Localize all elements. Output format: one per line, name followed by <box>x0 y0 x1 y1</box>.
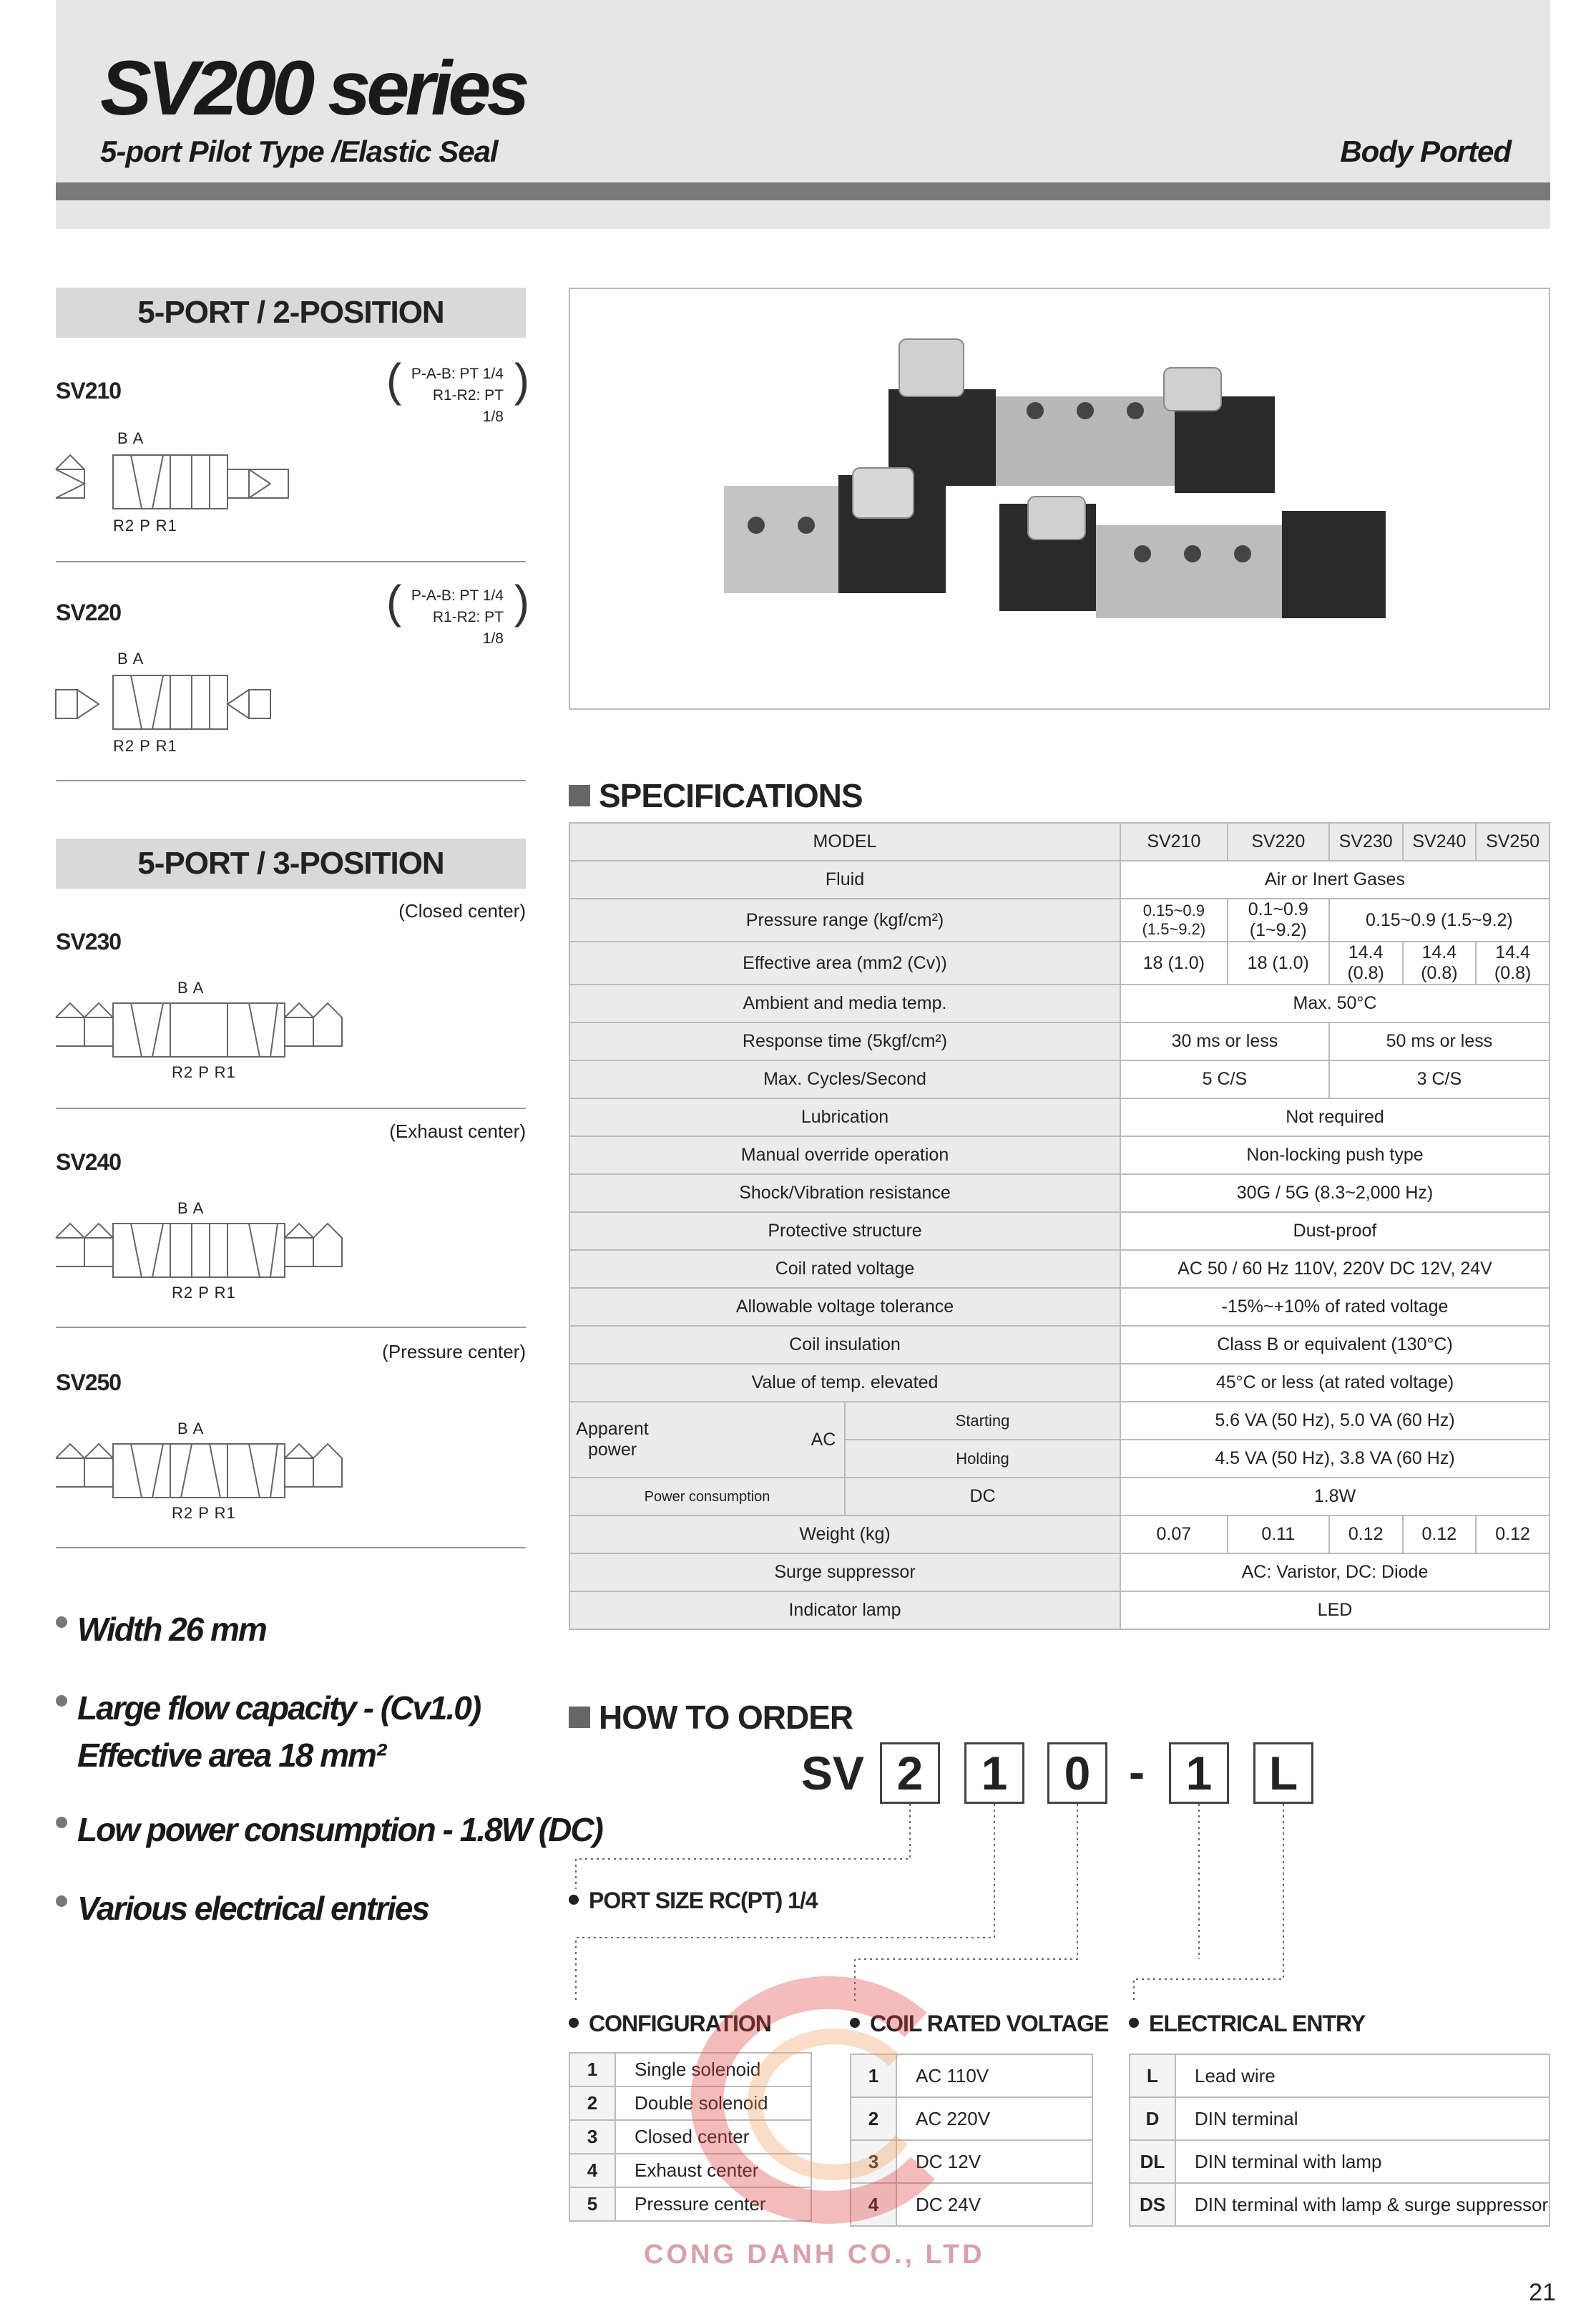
option-value: Pressure center <box>615 2187 811 2221</box>
table-cell: 5 C/S <box>1120 1060 1329 1098</box>
table-cell: 5.6 VA (50 Hz), 5.0 VA (60 Hz) <box>1120 1402 1550 1440</box>
table-cell: 14.4 (0.8) <box>1403 942 1477 985</box>
table-cell: Ambient and media temp. <box>569 985 1120 1022</box>
exhaust-port-label: R2 P R1 <box>172 1284 236 1302</box>
port-size-note-sv220 <box>386 576 529 647</box>
table-row <box>569 823 1550 861</box>
option-value: AC 220V <box>896 2097 1092 2140</box>
table-cell: 30G / 5G (8.3~2,000 Hz) <box>1120 1174 1550 1212</box>
table-header-cell: SV220 <box>1228 823 1329 861</box>
table-row <box>569 985 1550 1022</box>
watermark-text: CONG DANH CO., LTD <box>644 2240 985 2270</box>
order-code-prefix: SV <box>801 1747 865 1800</box>
table-row <box>569 1250 1550 1288</box>
option-key: DL <box>1130 2140 1175 2183</box>
option-key: 1 <box>569 2053 615 2086</box>
sv250-valve-symbol <box>56 1444 356 1501</box>
table-row <box>1130 2054 1550 2097</box>
table-cell: Class B or equivalent (130°C) <box>1120 1326 1550 1364</box>
port-size-note-sv210 <box>386 354 529 425</box>
option-value: DIN terminal with lamp & surge suppressor <box>1175 2183 1550 2226</box>
table-row <box>569 1174 1550 1212</box>
feature-width: Width 26 mm <box>56 1610 266 1649</box>
model-sv250-label: SV250 <box>56 1370 122 1395</box>
pressure-center-note: (Pressure center) <box>382 1341 526 1362</box>
table-cell: 18 (1.0) <box>1120 942 1228 985</box>
valve-product-illustration <box>570 289 1552 711</box>
model-sv210-label: SV210 <box>56 378 122 404</box>
electrical-entry-title: ELECTRICAL ENTRY <box>1129 2011 1365 2037</box>
table-row <box>569 1553 1550 1591</box>
table-cell: 0.07 <box>1120 1515 1228 1553</box>
paren-right: ) <box>514 576 529 628</box>
sv230-valve-symbol <box>56 1003 356 1060</box>
exhaust-center-note: (Exhaust center) <box>389 1121 526 1142</box>
port-line-1: P-A-B: PT 1/4 <box>411 587 504 604</box>
ba-port-label: B A <box>177 1420 205 1437</box>
option-key: 3 <box>851 2140 896 2183</box>
table-row <box>569 899 1550 942</box>
table-cell: LED <box>1120 1591 1550 1629</box>
table-cell: 0.15~0.9 (1.5~9.2) <box>1329 899 1550 942</box>
order-code-digit: 1 <box>964 1742 1024 1804</box>
option-key: 2 <box>569 2086 615 2120</box>
exhaust-port-label: R2 P R1 <box>172 1063 236 1081</box>
table-cell: Coil insulation <box>569 1326 1120 1364</box>
table-row <box>569 1136 1550 1174</box>
table-cell: Starting <box>845 1402 1120 1440</box>
feature-flow: Large flow capacity - (Cv1.0) Effective area 18 mm² <box>56 1689 480 1774</box>
table-cell: 14.4 (0.8) <box>1476 942 1550 985</box>
ba-port-label: B A <box>117 429 145 447</box>
table-cell: Holding <box>845 1440 1120 1478</box>
order-code-digit: 0 <box>1047 1742 1107 1804</box>
table-cell: 45°C or less (at rated voltage) <box>1120 1364 1550 1402</box>
table-cell: 0.1~0.9 (1~9.2) <box>1228 899 1329 942</box>
table-cell: 14.4 (0.8) <box>1329 942 1403 985</box>
ac-label: AC <box>811 1429 836 1450</box>
table-cell: AC 50 / 60 Hz 110V, 220V DC 12V, 24V <box>1120 1250 1550 1288</box>
paren-right: ) <box>514 354 529 406</box>
model-sv240-label: SV240 <box>56 1149 122 1175</box>
model-sv220-label: SV220 <box>56 600 122 625</box>
model-sv230-label: SV230 <box>56 929 122 955</box>
how-to-order-title: HOW TO ORDER <box>569 1698 853 1737</box>
table-cell: AC: Varistor, DC: Diode <box>1120 1553 1550 1591</box>
table-cell: Max. 50°C <box>1120 985 1550 1022</box>
table-cell: Surge suppressor <box>569 1553 1120 1591</box>
table-cell: Shock/Vibration resistance <box>569 1174 1120 1212</box>
option-value: DC 24V <box>896 2183 1092 2226</box>
table-cell: Air or Inert Gases <box>1120 861 1550 899</box>
exhaust-port-label: R2 P R1 <box>113 737 177 755</box>
port-line-2: R1-R2: PT 1/8 <box>432 609 504 647</box>
header-banner <box>56 0 1550 229</box>
table-cell: Manual override operation <box>569 1136 1120 1174</box>
sv240-valve-symbol <box>56 1224 356 1281</box>
table-cell: Coil rated voltage <box>569 1250 1120 1288</box>
option-value: Closed center <box>615 2120 811 2154</box>
table-row <box>569 942 1550 985</box>
paren-left: ( <box>386 576 402 628</box>
option-key: 1 <box>851 2054 896 2097</box>
table-cell: Non-locking push type <box>1120 1136 1550 1174</box>
table-cell <box>569 1402 845 1478</box>
body-ported-label: Body Ported <box>1340 135 1511 168</box>
table-row <box>1130 2097 1550 2140</box>
divider <box>56 1327 526 1328</box>
table-cell: 3 C/S <box>1329 1060 1550 1098</box>
specifications-table <box>569 822 1550 1630</box>
table-cell: Protective structure <box>569 1212 1120 1250</box>
header-rule <box>56 182 1550 200</box>
table-row <box>569 1022 1550 1060</box>
electrical-entry-table <box>1129 2054 1550 2227</box>
option-value: Lead wire <box>1175 2054 1550 2097</box>
divider <box>56 780 526 781</box>
coil-voltage-title: COIL RATED VOLTAGE <box>850 2011 1108 2037</box>
table-cell: DC <box>845 1478 1120 1515</box>
table-cell: 18 (1.0) <box>1228 942 1329 985</box>
option-value: DIN terminal <box>1175 2097 1550 2140</box>
ba-port-label: B A <box>177 1199 205 1217</box>
table-cell: Not required <box>1120 1098 1550 1136</box>
feature-electrical: Various electrical entries <box>56 1889 429 1928</box>
table-cell: Weight (kg) <box>569 1515 1120 1553</box>
order-code-dash: - <box>1129 1745 1145 1798</box>
table-row <box>569 1060 1550 1098</box>
table-cell: 0.12 <box>1329 1515 1403 1553</box>
table-cell: Power consumption <box>569 1478 845 1515</box>
exhaust-port-label: R2 P R1 <box>113 517 177 534</box>
table-cell: Lubrication <box>569 1098 1120 1136</box>
sv210-valve-symbol <box>56 455 299 512</box>
option-key: L <box>1130 2054 1175 2097</box>
specifications-title: SPECIFICATIONS <box>569 776 863 815</box>
table-row <box>569 1098 1550 1136</box>
port-size-label: PORT SIZE RC(PT) 1/4 <box>569 1888 818 1914</box>
option-value: Double solenoid <box>615 2086 811 2120</box>
table-cell: Indicator lamp <box>569 1591 1120 1629</box>
product-photo <box>569 288 1550 710</box>
table-cell: Value of temp. elevated <box>569 1364 1120 1402</box>
table-row <box>1130 2140 1550 2183</box>
table-header-cell: SV250 <box>1476 823 1550 861</box>
table-cell: 4.5 VA (50 Hz), 3.8 VA (60 Hz) <box>1120 1440 1550 1478</box>
table-cell: Max. Cycles/Second <box>569 1060 1120 1098</box>
table-row <box>569 1591 1550 1629</box>
table-cell: 0.11 <box>1228 1515 1329 1553</box>
feature-power: Low power consumption - 1.8W (DC) <box>56 1810 602 1849</box>
page-number: 21 <box>1529 2279 1556 2306</box>
apparent-power-label: Apparent power <box>576 1419 649 1460</box>
table-cell: 0.12 <box>1476 1515 1550 1553</box>
table-header-cell: MODEL <box>569 823 1120 861</box>
order-code-digit: 2 <box>880 1742 940 1804</box>
port-line-1: P-A-B: PT 1/4 <box>411 366 504 382</box>
option-key: 5 <box>569 2187 615 2221</box>
option-key: 2 <box>851 2097 896 2140</box>
table-row <box>569 1515 1550 1553</box>
table-cell: 50 ms or less <box>1329 1022 1550 1060</box>
table-row <box>1130 2183 1550 2226</box>
paren-left: ( <box>386 354 402 406</box>
divider <box>56 561 526 562</box>
table-row <box>569 1364 1550 1402</box>
option-key: 4 <box>851 2183 896 2226</box>
option-value: Exhaust center <box>615 2154 811 2187</box>
table-cell: Dust-proof <box>1120 1212 1550 1250</box>
table-row <box>569 1402 1550 1440</box>
order-code-digit: 1 <box>1169 1742 1229 1804</box>
port-line-2: R1-R2: PT 1/8 <box>432 387 504 425</box>
three-position-heading: 5-PORT / 3-POSITION <box>56 839 526 889</box>
divider <box>56 1547 526 1548</box>
table-cell: 30 ms or less <box>1120 1022 1329 1060</box>
table-cell: -15%~+10% of rated voltage <box>1120 1288 1550 1326</box>
table-row <box>569 861 1550 899</box>
table-cell: 0.15~0.9 (1.5~9.2) <box>1120 899 1228 942</box>
configuration-title: CONFIGURATION <box>569 2011 771 2037</box>
ba-port-label: B A <box>177 979 205 997</box>
divider <box>56 1108 526 1109</box>
watermark-logo-icon <box>687 1975 959 2218</box>
option-value: AC 110V <box>896 2054 1092 2097</box>
order-code-digit: L <box>1253 1742 1313 1804</box>
table-header-cell: SV230 <box>1329 823 1403 861</box>
table-header-cell: SV210 <box>1120 823 1228 861</box>
option-key: DS <box>1130 2183 1175 2226</box>
table-cell: Response time (5kgf/cm²) <box>569 1022 1120 1060</box>
option-key: 4 <box>569 2154 615 2187</box>
table-cell: 0.12 <box>1403 1515 1477 1553</box>
table-row <box>569 1288 1550 1326</box>
table-row <box>569 1326 1550 1364</box>
table-row <box>569 1478 1550 1515</box>
two-position-heading: 5-PORT / 2-POSITION <box>56 288 526 338</box>
option-key: D <box>1130 2097 1175 2140</box>
series-title: SV200 series <box>100 44 526 131</box>
option-value: DIN terminal with lamp <box>1175 2140 1550 2183</box>
table-header-cell: SV240 <box>1403 823 1477 861</box>
table-cell: Pressure range (kgf/cm²) <box>569 899 1120 942</box>
table-cell: Effective area (mm2 (Cv)) <box>569 942 1120 985</box>
table-row <box>569 1212 1550 1250</box>
option-value: DC 12V <box>896 2140 1092 2183</box>
option-value: Single solenoid <box>615 2053 811 2086</box>
table-cell: Fluid <box>569 861 1120 899</box>
exhaust-port-label: R2 P R1 <box>172 1504 236 1522</box>
series-subtitle: 5-port Pilot Type /Elastic Seal <box>100 135 498 168</box>
table-cell: Allowable voltage tolerance <box>569 1288 1120 1326</box>
option-key: 3 <box>569 2120 615 2154</box>
ba-port-label: B A <box>117 650 145 668</box>
sv220-valve-symbol <box>56 675 299 733</box>
table-cell: 1.8W <box>1120 1478 1550 1515</box>
closed-center-note: (Closed center) <box>398 900 526 922</box>
